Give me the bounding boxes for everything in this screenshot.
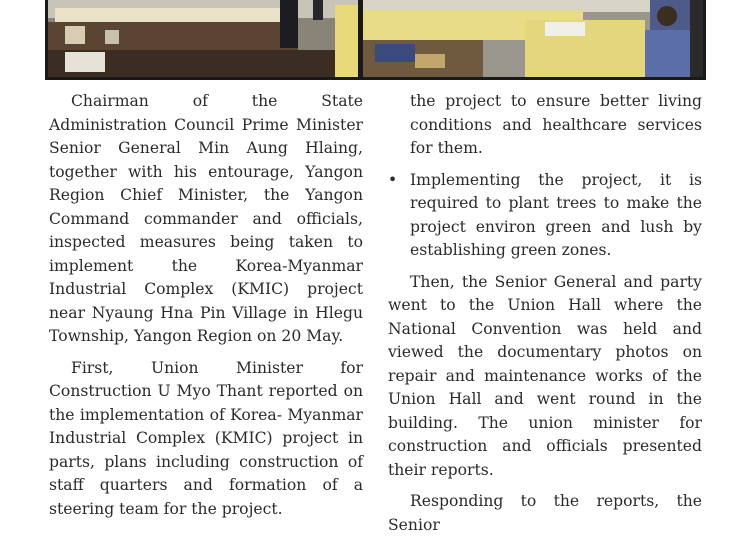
article-paragraph: Responding to the reports, the Senior — [388, 492, 702, 534]
meeting-room-photo — [48, 0, 358, 77]
meeting-photos — [45, 0, 706, 80]
article-right-column — [388, 90, 702, 545]
bullet-item — [388, 169, 702, 263]
bullet-text: Implementing the project, it is required to plant trees to make the project environ green and lush by establishing green zones. — [410, 170, 702, 259]
article-paragraph: Then, the Senior General and party went to the Union Hall where the National Convention was held and viewed the documentary photos on repair and maintenance works of the Union Hall and went round in the building. The union minister for construction and officials presented their reports. — [388, 272, 702, 479]
article-left-column — [49, 90, 363, 529]
article-paragraph-continuation: the project to ensure better living conditions and healthcare services for them. — [410, 92, 702, 157]
article-paragraph: Chairman of the State Administration Council Prime Minister Senior General Min Aung Hlaing, together with his entourage, Yangon Region Chief Minister, the Yangon Command commander and officials, inspected measures being taken to implement the Korea-Myanmar Industrial Complex (KMIC) project near Nyaung Hna Pin Village in Hlegu Township, Yangon Region on 20 May. — [49, 92, 363, 345]
bullet-list — [388, 169, 702, 263]
bullet-icon: • — [388, 170, 398, 189]
article-paragraph: First, Union Minister for Construction U Myo Thant reported on the implementation of Korea- Myanmar Industrial Complex (KMIC) project in parts, plans including construction of staff quarters and formation of a steering team for the project. — [49, 358, 363, 518]
conference-table-photo — [363, 0, 703, 77]
top-photo-strip — [45, 0, 706, 80]
